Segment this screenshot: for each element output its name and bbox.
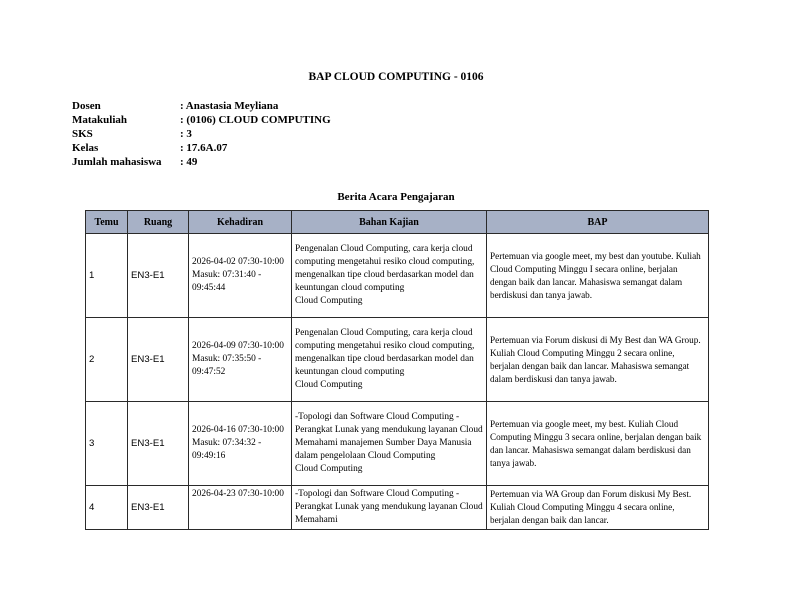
info-row-matakuliah <box>72 113 331 127</box>
cell-temu: 1 <box>86 234 128 318</box>
cell-bap: Pertemuan via google meet, my best. Kuliah Cloud Computing Minggu 3 secara online, berjalan dengan baik dan lancar. Mahasiswa semangat dalam berdiskusi dan tanya jawab. <box>487 402 709 486</box>
header-temu: Temu <box>86 211 128 234</box>
cell-bahan-kajian <box>292 318 487 402</box>
attendance-time: Masuk: 07:35:50 - 09:47:52 <box>192 354 262 377</box>
cell-temu: 3 <box>86 402 128 486</box>
info-row-jumlah-mahasiswa <box>72 155 331 169</box>
cell-ruang: EN3-E1 <box>128 486 189 530</box>
cell-kehadiran <box>189 486 292 530</box>
header-kehadiran: Kehadiran <box>189 211 292 234</box>
schedule-time: 2026-04-02 07:30-10:00 <box>192 257 284 267</box>
cell-bap: Pertemuan via google meet, my best dan youtube. Kuliah Cloud Computing Minggu I secara online, berjalan dengan baik dan lancar. Mahasiswa semangat dalam berdiskusi dan tanya jawab. <box>487 234 709 318</box>
cell-bap: Pertemuan via Forum diskusi di My Best dan WA Group. Kuliah Cloud Computing Minggu 2 secara online, berjalan dengan baik dan lancar. Mahasiswa semangat dalam berdiskusi dan tanya jawab. <box>487 318 709 402</box>
topic-description: Pengenalan Cloud Computing, cara kerja cloud computing mengetahui resiko cloud computing, mengenalkan tipe cloud berdasarkan model dan keuntungan cloud computing <box>295 328 475 377</box>
attendance-time: Masuk: 07:34:32 - 09:49:16 <box>192 438 262 461</box>
topic-description: -Topologi dan Software Cloud Computing -Perangkat Lunak yang mendukung layanan Cloud Memahami manajemen Sumber Daya Manusia dalam pengelolaan Cloud Computing <box>295 412 483 461</box>
table-row <box>86 318 709 402</box>
cell-ruang: EN3-E1 <box>128 234 189 318</box>
attendance-time: Masuk: 07:31:40 - 09:45:44 <box>192 270 262 293</box>
cell-ruang: EN3-E1 <box>128 402 189 486</box>
cell-kehadiran <box>189 318 292 402</box>
cell-kehadiran <box>189 402 292 486</box>
schedule-time: 2026-04-23 07:30-10:00 <box>192 489 284 499</box>
table-row <box>86 402 709 486</box>
course-info <box>72 99 331 169</box>
topic-name: Cloud Computing <box>295 296 363 306</box>
schedule-time: 2026-04-09 07:30-10:00 <box>192 341 284 351</box>
table-row <box>86 486 709 530</box>
topic-description: -Topologi dan Software Cloud Computing -Perangkat Lunak yang mendukung layanan Cloud Memahami <box>295 489 483 525</box>
info-row-kelas <box>72 141 331 155</box>
section-title: Berita Acara Pengajaran <box>337 191 455 203</box>
info-value: : Anastasia Meyliana <box>180 100 279 112</box>
bap-table <box>85 210 709 530</box>
table-header-row <box>86 211 709 234</box>
cell-temu: 4 <box>86 486 128 530</box>
schedule-time: 2026-04-16 07:30-10:00 <box>192 425 284 435</box>
document-title: BAP CLOUD COMPUTING - 0106 <box>308 71 484 83</box>
cell-temu: 2 <box>86 318 128 402</box>
topic-description: Pengenalan Cloud Computing, cara kerja cloud computing mengetahui resiko cloud computing, mengenalkan tipe cloud berdasarkan model dan keuntungan cloud computing <box>295 244 475 293</box>
cell-bap: Pertemuan via WA Group dan Forum diskusi My Best. Kuliah Cloud Computing Minggu 4 secara online, berjalan dengan baik dan lancar. <box>487 486 709 530</box>
cell-ruang: EN3-E1 <box>128 318 189 402</box>
topic-name: Cloud Computing <box>295 380 363 390</box>
info-label: Matakuliah <box>72 114 128 126</box>
info-value: : 3 <box>180 128 192 140</box>
info-label: Kelas <box>72 142 99 154</box>
cell-kehadiran <box>189 234 292 318</box>
info-value: : 49 <box>180 156 198 168</box>
header-bap: BAP <box>487 211 709 234</box>
info-value: : (0106) CLOUD COMPUTING <box>180 114 331 126</box>
header-bahan-kajian: Bahan Kajian <box>292 211 487 234</box>
header-ruang: Ruang <box>128 211 189 234</box>
cell-bahan-kajian <box>292 486 487 530</box>
info-label: Jumlah mahasiswa <box>72 156 162 168</box>
info-label: Dosen <box>72 100 101 112</box>
cell-bahan-kajian <box>292 234 487 318</box>
info-label: SKS <box>72 128 93 140</box>
topic-name: Cloud Computing <box>295 464 363 474</box>
info-value: : 17.6A.07 <box>180 142 228 154</box>
info-row-sks <box>72 127 331 141</box>
info-row-dosen <box>72 99 331 113</box>
cell-bahan-kajian <box>292 402 487 486</box>
table-row <box>86 234 709 318</box>
